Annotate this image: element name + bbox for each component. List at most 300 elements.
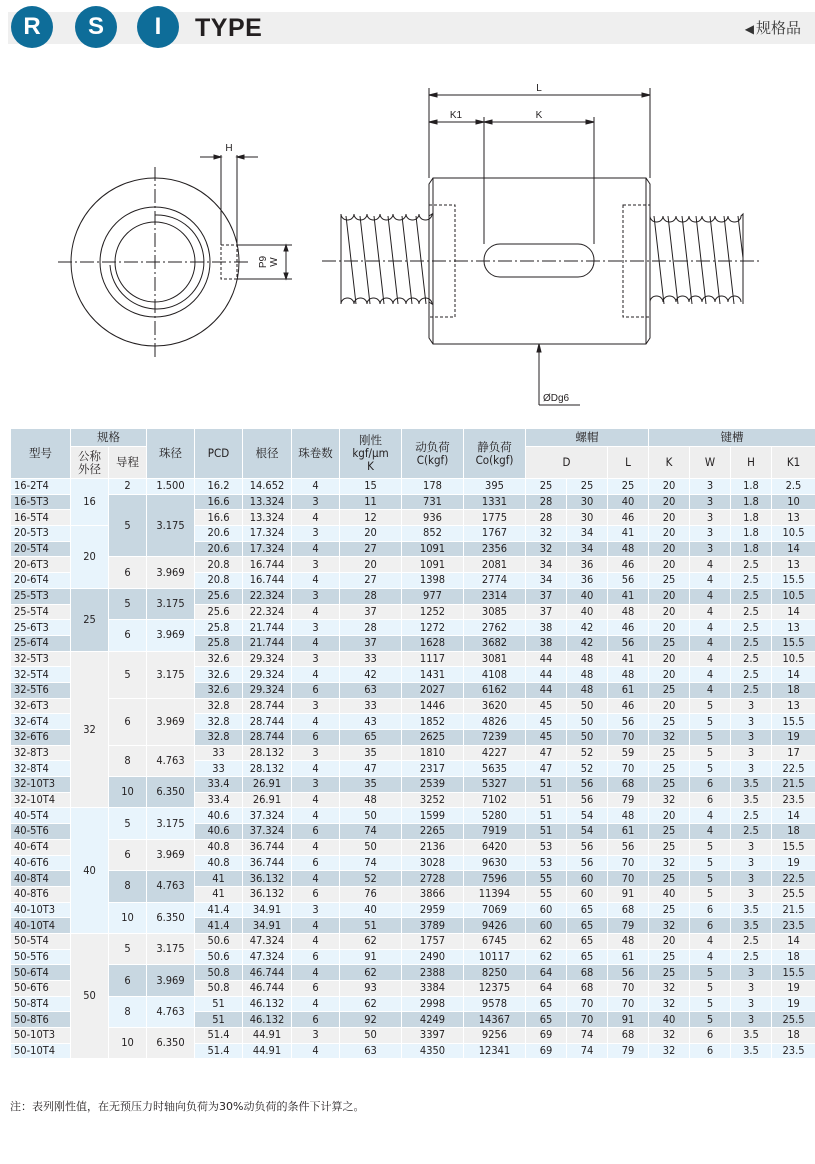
key-k1-cell: 15.5 [772, 965, 815, 981]
root-dia-cell: 47.324 [243, 933, 292, 949]
key-w-cell: 6 [690, 1043, 731, 1059]
table-row [11, 698, 815, 714]
pcd-cell: 20.8 [195, 557, 243, 573]
turns-cell: 3 [292, 494, 340, 510]
pcd-cell: 16.2 [195, 479, 243, 495]
pcd-cell: 25.6 [195, 604, 243, 620]
model-cell: 32-8T4 [11, 761, 71, 777]
header-turns: 珠卷数 [292, 429, 340, 479]
model-cell: 50-6T4 [11, 965, 71, 981]
model-cell: 50-5T4 [11, 933, 71, 949]
key-w-cell: 5 [690, 965, 731, 981]
model-cell: 32-10T3 [11, 777, 71, 793]
pcd-cell: 40.8 [195, 839, 243, 855]
dynamic-load-cell: 1272 [402, 620, 464, 636]
key-k1-cell: 14 [772, 933, 815, 949]
nut-d2-cell: 74 [567, 1028, 608, 1044]
model-cell: 25-6T3 [11, 620, 71, 636]
pcd-cell: 32.8 [195, 714, 243, 730]
key-k-cell: 25 [649, 965, 690, 981]
root-dia-cell: 17.324 [243, 541, 292, 557]
dynamic-load-cell: 936 [402, 510, 464, 526]
model-cell: 40-8T4 [11, 871, 71, 887]
root-dia-cell: 28.744 [243, 698, 292, 714]
nut-l-cell: 41 [608, 588, 649, 604]
stiffness-cell: 63 [340, 682, 402, 698]
lead-cell: 8 [109, 745, 147, 776]
stiffness-cell: 50 [340, 839, 402, 855]
nut-l-cell: 56 [608, 573, 649, 589]
key-k1-cell: 10 [772, 494, 815, 510]
lead-cell: 6 [109, 698, 147, 745]
model-cell: 20-6T4 [11, 573, 71, 589]
dynamic-load-cell: 2136 [402, 839, 464, 855]
dynamic-load-cell: 2388 [402, 965, 464, 981]
nut-d-cell: 51 [526, 808, 567, 824]
nut-d2-cell: 52 [567, 745, 608, 761]
nut-l-cell: 61 [608, 682, 649, 698]
key-k1-cell: 19 [772, 996, 815, 1012]
lead-cell: 5 [109, 933, 147, 964]
dynamic-load-cell: 852 [402, 526, 464, 542]
nut-d-cell: 65 [526, 996, 567, 1012]
lead-cell: 5 [109, 494, 147, 557]
key-w-cell: 6 [690, 777, 731, 793]
static-load-cell: 10117 [464, 949, 526, 965]
key-w-cell: 4 [690, 667, 731, 683]
nut-d-cell: 60 [526, 902, 567, 918]
root-dia-cell: 37.324 [243, 824, 292, 840]
nut-l-cell: 79 [608, 1043, 649, 1059]
key-k1-cell: 19 [772, 855, 815, 871]
lead-cell: 6 [109, 620, 147, 651]
lead-cell: 10 [109, 777, 147, 808]
nut-l-cell: 70 [608, 996, 649, 1012]
nut-l-cell: 79 [608, 792, 649, 808]
stiffness-cell: 65 [340, 730, 402, 746]
pcd-cell: 51.4 [195, 1028, 243, 1044]
static-load-cell: 9256 [464, 1028, 526, 1044]
static-load-cell: 11394 [464, 886, 526, 902]
static-load-cell: 4826 [464, 714, 526, 730]
root-dia-cell: 22.324 [243, 604, 292, 620]
static-load-cell: 3085 [464, 604, 526, 620]
key-k-cell: 20 [649, 667, 690, 683]
turns-cell: 4 [292, 573, 340, 589]
nut-l-cell: 48 [608, 808, 649, 824]
key-k-cell: 20 [649, 541, 690, 557]
nut-l-cell: 79 [608, 918, 649, 934]
pcd-cell: 20.8 [195, 573, 243, 589]
static-load-cell: 2762 [464, 620, 526, 636]
nominal-od-l1: 公称 [78, 448, 101, 463]
model-cell: 50-6T6 [11, 981, 71, 997]
dynamic-load-cell: 1852 [402, 714, 464, 730]
model-cell: 50-8T6 [11, 1012, 71, 1028]
key-w-cell: 5 [690, 839, 731, 855]
key-k-cell: 32 [649, 730, 690, 746]
root-dia-cell: 46.744 [243, 981, 292, 997]
root-dia-cell: 13.324 [243, 494, 292, 510]
lead-cell: 10 [109, 1028, 147, 1059]
table-row [11, 479, 815, 495]
dim-label-h: H [225, 143, 233, 154]
header-h: H [731, 447, 772, 479]
turns-cell: 4 [292, 604, 340, 620]
stiffness-cell: 20 [340, 557, 402, 573]
nut-d-cell: 69 [526, 1043, 567, 1059]
key-h-cell: 3 [731, 839, 772, 855]
stiffness-cell: 37 [340, 635, 402, 651]
root-dia-cell: 21.744 [243, 635, 292, 651]
key-k-cell: 20 [649, 588, 690, 604]
key-w-cell: 4 [690, 933, 731, 949]
key-w-cell: 6 [690, 792, 731, 808]
dynamic-load-cell: 2490 [402, 949, 464, 965]
header-keyway: 键槽 [649, 429, 815, 447]
model-cell: 40-6T6 [11, 855, 71, 871]
model-cell: 40-10T4 [11, 918, 71, 934]
turns-cell: 3 [292, 745, 340, 761]
nut-d-cell: 25 [526, 479, 567, 495]
key-h-cell: 3 [731, 886, 772, 902]
nut-l-cell: 68 [608, 1028, 649, 1044]
key-k-cell: 32 [649, 996, 690, 1012]
stiffness-cell: 33 [340, 651, 402, 667]
key-k-cell: 32 [649, 918, 690, 934]
lead-cell: 8 [109, 871, 147, 902]
model-cell: 16-5T3 [11, 494, 71, 510]
nut-d-cell: 34 [526, 573, 567, 589]
key-h-cell: 3.5 [731, 918, 772, 934]
static-load-cell: 3682 [464, 635, 526, 651]
header-ball-dia: 珠径 [147, 429, 195, 479]
key-w-cell: 4 [690, 824, 731, 840]
nut-l-cell: 61 [608, 824, 649, 840]
static-load-cell: 9630 [464, 855, 526, 871]
header-d: D [526, 447, 608, 479]
turns-cell: 4 [292, 479, 340, 495]
nut-l-cell: 48 [608, 604, 649, 620]
key-h-cell: 3 [731, 981, 772, 997]
root-dia-cell: 36.744 [243, 855, 292, 871]
pcd-cell: 16.6 [195, 494, 243, 510]
model-cell: 40-10T3 [11, 902, 71, 918]
static-load-cell: 7239 [464, 730, 526, 746]
key-w-cell: 5 [690, 855, 731, 871]
key-k1-cell: 13 [772, 698, 815, 714]
key-k-cell: 32 [649, 981, 690, 997]
key-h-cell: 1.8 [731, 541, 772, 557]
key-h-cell: 3.5 [731, 792, 772, 808]
key-k-cell: 20 [649, 510, 690, 526]
model-cell: 32-6T3 [11, 698, 71, 714]
nominal-od-cell: 50 [71, 933, 109, 1059]
turns-cell: 4 [292, 996, 340, 1012]
key-k1-cell: 14 [772, 541, 815, 557]
spec-table [10, 428, 815, 1059]
key-h-cell: 2.5 [731, 604, 772, 620]
key-k-cell: 40 [649, 886, 690, 902]
nut-d2-cell: 40 [567, 604, 608, 620]
stat-l1: 静负荷 [477, 439, 512, 454]
static-load-cell: 12341 [464, 1043, 526, 1059]
dynamic-load-cell: 1599 [402, 808, 464, 824]
header-nominal-od [71, 447, 109, 479]
turns-cell: 4 [292, 714, 340, 730]
table-row [11, 808, 815, 824]
dynamic-load-cell: 731 [402, 494, 464, 510]
key-w-cell: 5 [690, 1012, 731, 1028]
key-k1-cell: 21.5 [772, 777, 815, 793]
key-k-cell: 25 [649, 682, 690, 698]
nut-d-cell: 38 [526, 635, 567, 651]
dyn-l1: 动负荷 [415, 439, 450, 454]
key-h-cell: 2.5 [731, 808, 772, 824]
dynamic-load-cell: 3397 [402, 1028, 464, 1044]
dynamic-load-cell: 1431 [402, 667, 464, 683]
dynamic-load-cell: 977 [402, 588, 464, 604]
nut-d2-cell: 34 [567, 526, 608, 542]
key-w-cell: 6 [690, 918, 731, 934]
key-h-cell: 1.8 [731, 494, 772, 510]
nut-d2-cell: 25 [567, 479, 608, 495]
turns-cell: 3 [292, 902, 340, 918]
key-h-cell: 2.5 [731, 573, 772, 589]
key-k1-cell: 18 [772, 824, 815, 840]
pcd-cell: 32.8 [195, 730, 243, 746]
key-k1-cell: 22.5 [772, 871, 815, 887]
key-k1-cell: 23.5 [772, 918, 815, 934]
nut-d2-cell: 56 [567, 792, 608, 808]
key-w-cell: 4 [690, 651, 731, 667]
key-h-cell: 3 [731, 965, 772, 981]
ball-dia-cell: 3.175 [147, 808, 195, 839]
key-k-cell: 20 [649, 604, 690, 620]
dim-label-od: ØDg6 [543, 393, 570, 404]
nut-d-cell: 64 [526, 981, 567, 997]
stiffness-cell: 33 [340, 698, 402, 714]
turns-cell: 6 [292, 682, 340, 698]
nut-d2-cell: 56 [567, 777, 608, 793]
stiffness-cell: 28 [340, 588, 402, 604]
nut-l-cell: 48 [608, 541, 649, 557]
nut-d-cell: 53 [526, 839, 567, 855]
nut-d-cell: 28 [526, 494, 567, 510]
key-h-cell: 1.8 [731, 510, 772, 526]
table-row [11, 902, 815, 918]
key-k-cell: 25 [649, 871, 690, 887]
nut-d2-cell: 65 [567, 933, 608, 949]
nut-l-cell: 25 [608, 479, 649, 495]
turns-cell: 6 [292, 886, 340, 902]
triangle-left-icon: ◀ [744, 22, 754, 36]
static-load-cell: 2314 [464, 588, 526, 604]
static-load-cell: 7596 [464, 871, 526, 887]
ball-dia-cell: 4.763 [147, 871, 195, 902]
static-load-cell: 12375 [464, 981, 526, 997]
nut-d-cell: 65 [526, 1012, 567, 1028]
key-h-cell: 2.5 [731, 933, 772, 949]
static-load-cell: 1331 [464, 494, 526, 510]
turns-cell: 6 [292, 855, 340, 871]
nut-d2-cell: 50 [567, 698, 608, 714]
static-load-cell: 2081 [464, 557, 526, 573]
nut-l-cell: 40 [608, 494, 649, 510]
stiffness-cell: 28 [340, 620, 402, 636]
turns-cell: 6 [292, 949, 340, 965]
key-k-cell: 20 [649, 557, 690, 573]
model-cell: 25-5T3 [11, 588, 71, 604]
table-row [11, 933, 815, 949]
model-cell: 32-5T6 [11, 682, 71, 698]
static-load-cell: 395 [464, 479, 526, 495]
static-load-cell: 6420 [464, 839, 526, 855]
dynamic-load-cell: 2998 [402, 996, 464, 1012]
dynamic-load-cell: 3789 [402, 918, 464, 934]
key-h-cell: 2.5 [731, 651, 772, 667]
key-k1-cell: 22.5 [772, 761, 815, 777]
nut-d2-cell: 74 [567, 1043, 608, 1059]
dim-label-l: L [536, 83, 542, 94]
ball-dia-cell: 3.175 [147, 651, 195, 698]
stiffness-cell: 27 [340, 573, 402, 589]
turns-cell: 3 [292, 698, 340, 714]
stat-l2: Co(kgf) [475, 452, 514, 467]
key-k-cell: 20 [649, 933, 690, 949]
key-w-cell: 4 [690, 635, 731, 651]
model-cell: 40-8T6 [11, 886, 71, 902]
nut-d-cell: 60 [526, 918, 567, 934]
ball-dia-cell: 3.969 [147, 839, 195, 870]
nut-d-cell: 51 [526, 824, 567, 840]
nut-d2-cell: 48 [567, 667, 608, 683]
stiffness-cell: 12 [340, 510, 402, 526]
nut-d2-cell: 36 [567, 557, 608, 573]
key-h-cell: 3.5 [731, 777, 772, 793]
dynamic-load-cell: 1398 [402, 573, 464, 589]
stiffness-cell: 62 [340, 996, 402, 1012]
model-cell: 40-6T4 [11, 839, 71, 855]
turns-cell: 4 [292, 933, 340, 949]
stiffness-cell: 76 [340, 886, 402, 902]
table-row [11, 620, 815, 636]
pcd-cell: 50.6 [195, 949, 243, 965]
static-load-cell: 7102 [464, 792, 526, 808]
turns-cell: 4 [292, 839, 340, 855]
model-cell: 50-5T6 [11, 949, 71, 965]
header-k: K [649, 447, 690, 479]
key-w-cell: 4 [690, 557, 731, 573]
dim-label-w: W [269, 257, 280, 267]
dynamic-load-cell: 1091 [402, 541, 464, 557]
root-dia-cell: 46.744 [243, 965, 292, 981]
model-cell: 16-5T4 [11, 510, 71, 526]
dynamic-load-cell: 1810 [402, 745, 464, 761]
key-h-cell: 3 [731, 745, 772, 761]
key-w-cell: 5 [690, 745, 731, 761]
key-w-cell: 3 [690, 494, 731, 510]
pcd-cell: 32.6 [195, 651, 243, 667]
key-h-cell: 3 [731, 1012, 772, 1028]
nut-l-cell: 68 [608, 902, 649, 918]
nut-l-cell: 70 [608, 730, 649, 746]
key-k-cell: 40 [649, 1012, 690, 1028]
key-h-cell: 3 [731, 730, 772, 746]
pcd-cell: 51 [195, 996, 243, 1012]
stiffness-cell: 74 [340, 824, 402, 840]
nut-d-cell: 47 [526, 761, 567, 777]
pcd-cell: 41 [195, 886, 243, 902]
dim-label-k: K [535, 110, 543, 121]
standard-products-link[interactable] [745, 12, 801, 45]
root-dia-cell: 29.324 [243, 667, 292, 683]
model-cell: 40-5T6 [11, 824, 71, 840]
static-load-cell: 5280 [464, 808, 526, 824]
key-k-cell: 25 [649, 761, 690, 777]
key-w-cell: 5 [690, 871, 731, 887]
key-k-cell: 25 [649, 745, 690, 761]
root-dia-cell: 46.132 [243, 1012, 292, 1028]
key-h-cell: 1.8 [731, 479, 772, 495]
root-dia-cell: 28.744 [243, 730, 292, 746]
nut-d-cell: 45 [526, 730, 567, 746]
lead-cell: 6 [109, 839, 147, 870]
nut-d2-cell: 34 [567, 541, 608, 557]
root-dia-cell: 44.91 [243, 1043, 292, 1059]
nut-l-cell: 56 [608, 839, 649, 855]
nut-d2-cell: 48 [567, 651, 608, 667]
stiffness-cell: 35 [340, 745, 402, 761]
key-k-cell: 25 [649, 902, 690, 918]
turns-cell: 3 [292, 588, 340, 604]
header-k1: K1 [772, 447, 815, 479]
root-dia-cell: 28.744 [243, 714, 292, 730]
nut-d2-cell: 40 [567, 588, 608, 604]
nut-l-cell: 56 [608, 714, 649, 730]
pcd-cell: 40.6 [195, 824, 243, 840]
nut-d2-cell: 42 [567, 620, 608, 636]
key-w-cell: 5 [690, 886, 731, 902]
root-dia-cell: 21.744 [243, 620, 292, 636]
key-k-cell: 25 [649, 635, 690, 651]
dynamic-load-cell: 2539 [402, 777, 464, 793]
nut-l-cell: 46 [608, 620, 649, 636]
static-load-cell: 2774 [464, 573, 526, 589]
ball-dia-cell: 6.350 [147, 1028, 195, 1059]
nut-d2-cell: 50 [567, 714, 608, 730]
key-k1-cell: 23.5 [772, 792, 815, 808]
nut-d2-cell: 56 [567, 839, 608, 855]
key-k1-cell: 14 [772, 604, 815, 620]
header-pcd: PCD [195, 429, 243, 479]
key-k1-cell: 23.5 [772, 1043, 815, 1059]
key-k-cell: 20 [649, 526, 690, 542]
stiffness-cell: 91 [340, 949, 402, 965]
table-row [11, 494, 815, 510]
nut-d-cell: 32 [526, 541, 567, 557]
turns-cell: 4 [292, 792, 340, 808]
root-dia-cell: 36.132 [243, 871, 292, 887]
stiffness-cell: 63 [340, 1043, 402, 1059]
nut-l-cell: 70 [608, 855, 649, 871]
header-lead: 导程 [109, 447, 147, 479]
key-k-cell: 20 [649, 494, 690, 510]
pcd-cell: 16.6 [195, 510, 243, 526]
root-dia-cell: 16.744 [243, 573, 292, 589]
nut-d2-cell: 60 [567, 886, 608, 902]
static-load-cell: 1767 [464, 526, 526, 542]
